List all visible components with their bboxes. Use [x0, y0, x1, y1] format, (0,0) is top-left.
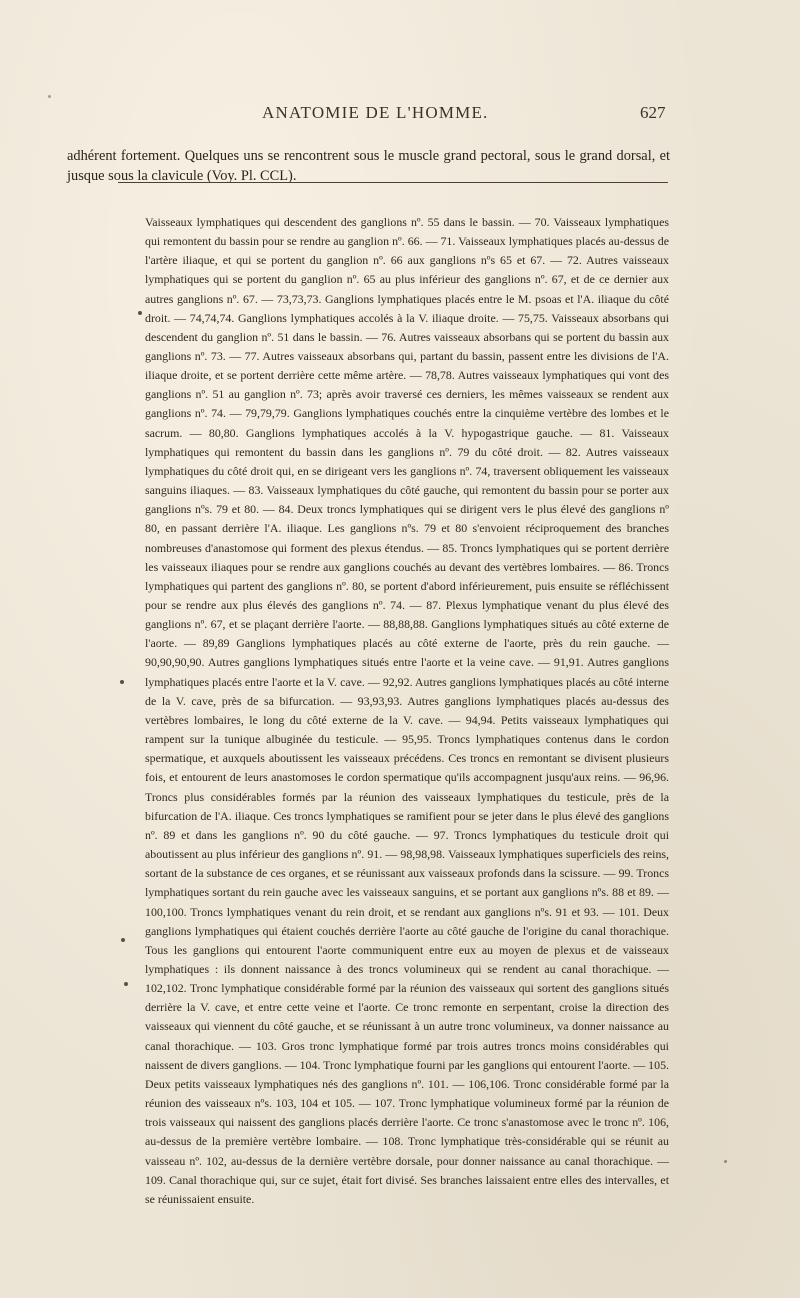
foxing-spot: [120, 680, 124, 684]
foxing-spot: [121, 938, 125, 942]
foxing-spot: [138, 311, 142, 315]
plate-explanation-text: Vaisseaux lymphatiques qui descendent des ganglions nº. 55 dans le bassin. — 70. Vaisseaux lymphatiques qui remontent du bassin pour se rendre au ganglion nº. 66. — 71. Vaisseaux lymphatiques placés au-dessus de l'artère iliaque, et qui se portent du ganglion nº. 66 aux ganglions nºs 65 et 67. — 72. Autres vaisseaux lymphatiques qui se portent du ganglion nº. 65 au plus inférieur des ganglions nº. 67, et de ce dernier aux autres ganglions nº. 67. — 73,73,73. Ganglions lymphatiques placés entre le M. psoas et l'A. iliaque du côté droit. — 74,74,74. Ganglions lymphatiques accolés à la V. iliaque droite. — 75,75. Vaisseaux absorbans qui descendent du ganglion nº. 51 dans le bassin. — 76. Autres vaisseaux absorbans qui se portent du bassin aux ganglions nº. 73. — 77. Autres vaisseaux absorbans qui, partant du bassin, passent entre les divisions de l'A. iliaque droite, et se portent derrière cette même artère. — 78,78. Autres vaisseaux lymphatiques qui vont des ganglions nº. 51 au ganglion nº. 73; après avoir traversé ces derniers, les mêmes vaisseaux se rendent aux ganglions nº. 74. — 79,79,79. Ganglions lymphatiques couchés entre la cinquième vertèbre des lombes et le sacrum. — 80,80. Ganglions lymphatiques accolés à la V. hypogastrique gauche. — 81. Vaisseaux lymphatiques qui remontent du bassin dans les ganglions nº. 79 du côté droit. — 82. Autres vaisseaux lymphatiques du côté droit qui, en se dirigeant vers les ganglions nº. 74, traversent obliquement les vaisseaux sanguins iliaques. — 83. Vaisseaux lymphatiques du côté gauche, qui remontent du bassin pour se porter aux ganglions nºs. 79 et 80. — 84. Deux troncs lymphatiques qui se dirigent vers le plus élevé des ganglions nº 80, en passant derrière l'A. iliaque. Les ganglions nºs. 79 et 80 s'envoient réciproquement des branches nombreuses d'anastomose qui forment des plexus étendus. — 85. Troncs lymphatiques qui se portent derrière les vaisseaux iliaques pour se rendre aux ganglions couchés au devant des vertèbres lombaires. — 86. Troncs lymphatiques qui partent des ganglions nº. 80, se portent d'abord inférieurement, puis ensuite se réfléchissent pour se rendre aux plus élevés des ganglions nº. 74. — 87. Plexus lymphatique venant du plus élevé des ganglions nº. 67, et se plaçant derrière l'aorte. — 88,88,88. Ganglions lymphatiques situés au côté externe de l'aorte. — 89,89 Ganglions lymphatiques placés au côté externe de l'aorte, près du rein gauche. — 90,90,90,90. Autres ganglions lymphatiques situés entre l'aorte et la veine cave. — 91,91. Autres ganglions lymphatiques placés entre l'aorte et la V. cave. — 92,92. Autres ganglions lymphatiques placés au côté interne de la V. cave, près de sa bifurcation. — 93,93,93. Autres ganglions lymphatiques placés au-dessus des vertèbres lombaires, le long du côté externe de la V. cave. — 94,94. Petits vaisseaux lymphatiques qui rampent sur la tunique albuginée du testicule. — 95,95. Troncs lymphatiques contenus dans le cordon spermatique, et auxquels aboutissent les vaisseaux précédens. Ces troncs en remontant se divisent plusieurs fois, et entourent de leurs anastomoses le cordon spermatique qu'ils accompagnent jusqu'aux reins. — 96,96. Troncs plus considérables formés par la réunion des vaisseaux lymphatiques du testicule, près de la bifurcation de l'A. iliaque. Ces troncs lymphatiques se ramifient pour se jeter dans le plus élevé des ganglions nº. 89 et dans les ganglions nº. 90 du côté gauche. — 97. Troncs lymphatiques du testicule droit qui aboutissent au plus inférieur des ganglions nº. 91. — 98,98,98. Vaisseaux lymphatiques superficiels des reins, sortant de la substance de ces organes, et se réunissant aux vaisseaux profonds dans la scissure. — 99. Troncs lymphatiques sortant du rein gauche avec les vaisseaux sanguins, et se portant aux ganglions nºs. 88 et 89. — 100,100. Troncs lymphatiques venant du rein droit, et se rendant aux ganglions nºs. 91 et 93. — 101. Deux ganglions lymphatiques qui étaient couchés derrière l'aorte au côté gauche de l'origine du canal thorachique. Tous les ganglions qui entourent l'aorte communiquent entre eux au moyen de plexus et de vaisseaux lymphatiques : ils donnent naissance à des troncs volumineux qui se rendent au canal thorachique. — 102,102. Tronc lymphatique considérable formé par la réunion des vaisseaux qui sortent des ganglions situés derrière la V. cave, et entre cette veine et l'aorte. Ce tronc remonte en serpentant, croise la direction des vaisseaux qui viennent du côté gauche, et se réunissant à un autre tronc volumineux, va donner naissance au canal thorachique. — 103. Gros tronc lymphatique formé par trois autres troncs moins considérables qui naissent de divers ganglions. — 104. Tronc lymphatique fourni par les ganglions qui entourent l'aorte. — 105. Deux petits vaisseaux lymphatiques nés des ganglions nº. 101. — 106,106. Tronc considérable formé par la réunion des vaisseaux nºs. 103, 104 et 105. — 107. Tronc lymphatique volumineux formé par la réunion de trois vaisseaux qui naissent des ganglions placés derrière l'aorte. Ce tronc s'anastomose avec le tronc nº. 106, au-dessus de la première vertèbre lombaire. — 108. Tronc lymphatique très-considérable qui se réunit au vaisseau nº. 102, au-dessus de la dernière vertèbre dorsale, pour donner naissance au canal thorachique. — 109. Canal thorachique qui, sur ce sujet, était fort divisé. Ses branches laissaient entre elles des intervalles, et se réunissaient ensuite.: [145, 214, 669, 1206]
foxing-spot: [48, 95, 51, 98]
running-title: ANATOMIE DE L'HOMME.: [262, 103, 489, 122]
foxing-spot: [124, 982, 128, 986]
running-head: [0, 103, 800, 127]
intro-paragraph: adhérent fortement. Quelques uns se rencontrent sous le muscle grand pectoral, sous le grand dorsal, et jusque sous la clavicule (Voy. Pl. CCL).: [67, 148, 670, 184]
horizontal-rule: [118, 182, 668, 183]
page-number: 627: [640, 103, 666, 122]
foxing-spot: [724, 1160, 727, 1163]
